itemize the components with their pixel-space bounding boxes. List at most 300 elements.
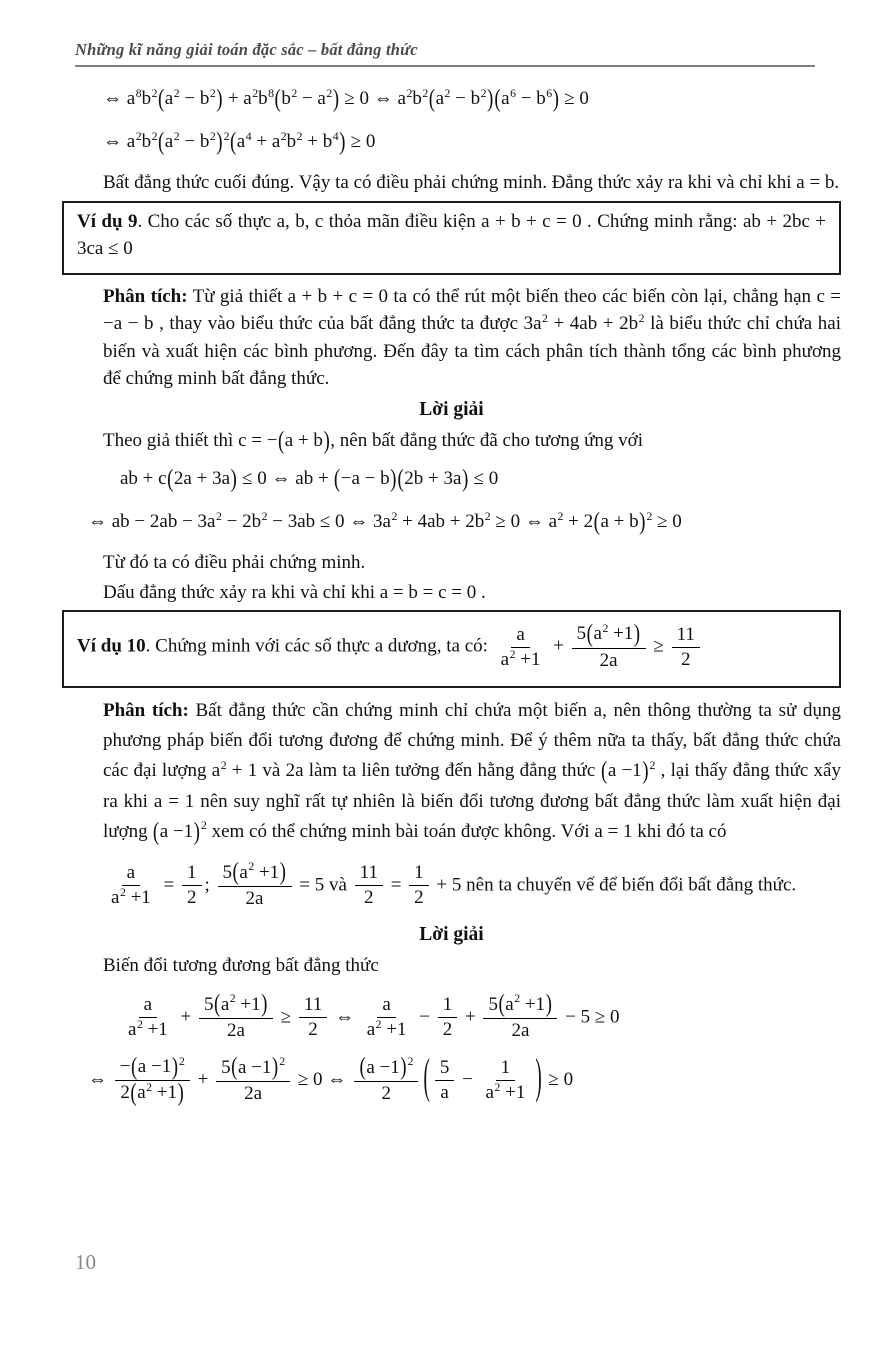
math-run: 2b + 3a [404,468,462,490]
open-paren: ( [601,757,608,785]
solution-label-2: Lời giải [419,924,484,946]
fraction [355,862,383,910]
math-run: +1 [381,1019,407,1041]
superscript: 8 [268,86,274,100]
paren-group [601,757,650,785]
close-paren: ) [642,757,649,785]
math-run: = [158,874,180,896]
superscript: 2 [444,86,451,100]
math-run: a [505,993,514,1015]
superscript: 2 [494,1081,501,1095]
math-run: , nên bất đẳng thức đã cho tương ứng với [330,429,643,451]
example-9-statement [77,208,826,263]
math-run: 11 [303,994,323,1016]
math-run: +1 [254,861,280,883]
math-run: + [460,1006,481,1028]
denominator [222,1019,250,1042]
math-run: ; [204,874,215,896]
math-run: + 4ab + 2b [547,313,639,335]
superscript: 2 [220,758,227,772]
bold-run: Ví dụ 9 [77,210,138,232]
denominator [303,1018,323,1041]
math-run: ≥ 0 [543,1069,574,1091]
bold-run: Ví dụ 10 [77,636,146,658]
open-paren: ( [333,465,341,494]
math-run: ≥ 0 ⇔ a [490,511,558,533]
math-run: a + b [600,511,639,533]
superscript: 2 [179,1054,185,1068]
math-run: 2a [599,649,618,671]
math-run: a [126,861,136,883]
open-paren: ( [593,508,600,537]
close-paren: ) [171,1053,179,1082]
denominator [481,1081,531,1104]
formula-line-4 [88,506,841,539]
fraction [299,994,327,1042]
denominator [182,886,202,909]
paragraph-theo-gia-thiet [103,427,841,455]
math-run: a [485,1082,494,1104]
superscript: 8 [135,86,142,100]
superscript: 2 [209,86,216,100]
formula-line-3 [120,463,841,496]
math-run: a [128,1019,137,1041]
fraction [106,862,156,910]
close-paren: ) [261,990,268,1019]
math-run: ≥ 0 [345,131,376,153]
math-run: b [286,131,297,153]
numerator [216,1053,290,1082]
math-run: 1 [187,861,197,883]
math-run: a −1 [237,1056,272,1078]
paragraph-analysis-9 [103,283,841,393]
fraction [115,1053,190,1108]
math-run: +1 [235,993,261,1015]
numerator [435,1057,455,1081]
open-paren: ( [229,128,237,156]
bold-run: Phân tích: [103,285,188,307]
fraction [438,994,458,1042]
superscript: 2 [200,819,207,833]
math-run: ≥ [275,1006,296,1028]
paragraph-dau-dang-thuc [103,579,841,607]
math-run: a [236,131,246,153]
math-run: − b [179,131,210,153]
close-paren: ) [216,85,223,113]
open-paren: ( [157,85,165,113]
numerator [182,862,202,886]
open-paren: ( [494,85,501,113]
paren-group [229,128,346,156]
paren-group [277,427,330,455]
math-run: a [500,649,510,671]
running-head-title: Những kĩ năng giải toán đặc sắc – bất đẳng thức [75,40,418,59]
superscript: 2 [261,509,268,523]
close-paren: ) [177,1079,184,1108]
math-run: ⇔ [330,1006,359,1028]
superscript: 2 [406,86,413,100]
denominator [377,1082,397,1105]
math-run: ab + c [120,468,167,490]
math-run: , lại thấy đẳng thức xẩy ra khi a = 1 nên suy nghĩ rất tự nhiên là biến đổi tương đương bất đẳng thức làm xuất hiện đại lượng [103,760,841,842]
paragraph-analysis-10 [103,696,841,848]
math-run: 2a [244,1082,263,1104]
numerator [377,994,395,1018]
math-run: −a − b [340,468,390,490]
denominator [676,648,696,671]
close-paren: ) [332,85,340,113]
paren-group [130,1053,179,1082]
open-paren: ( [428,85,436,113]
math-run: a [220,993,230,1015]
math-run: − 2b [221,511,262,533]
open-paren: ( [423,1051,430,1106]
paren-group [359,1053,407,1082]
paren-group [397,465,469,494]
math-run: 2a + 3a [173,468,231,490]
superscript: 2 [151,86,158,100]
math-run: a −1 [137,1056,172,1078]
math-run: a [143,994,153,1016]
math-run: 2 [308,1019,318,1041]
superscript: 6 [546,86,553,100]
close-paren: ) [633,620,641,649]
denominator [595,649,623,672]
math-run: ⇔ a [103,131,136,153]
formula-line-7 [88,1051,841,1108]
math-run: a [111,887,120,909]
math-run: +1 [608,623,634,645]
numerator [199,990,273,1019]
math-run: a [164,88,174,109]
math-run: b [258,88,268,109]
math-run: − a [297,88,326,109]
math-run: a [501,88,510,109]
math-run: 5 [576,623,587,645]
math-run: 2 [442,1019,453,1041]
numerator [299,994,327,1018]
page-number: 10 [75,1250,96,1274]
math-run: − b [516,88,546,109]
math-run: 2 [414,887,424,909]
math-run: 2 [364,887,374,909]
math-run: b [281,88,291,109]
math-run: + 4ab + 2b [397,511,485,533]
superscript: 2 [407,1055,414,1069]
math-run: Từ giả thiết a + b + c = 0 ta có thể rút một biến theo các biến còn lại, chẳng hạn c = −a − b , thay vào biểu thức của bất đẳng thức ta được 3a [103,285,841,335]
math-run: Biến đổi tương đương bất đẳng thức [103,955,379,977]
paren-group [232,858,286,887]
paren-group [157,85,223,113]
math-run: 5 [222,861,233,883]
denominator [362,1018,412,1041]
math-run: Từ đó ta có điều phải chứng minh. [103,552,366,574]
denominator [123,1018,173,1041]
math-run: Dấu đẳng thức xảy ra khi và chỉ khi a = b = c = 0 . [103,581,486,603]
formula-line-2 [103,126,841,159]
superscript: 2 [638,311,645,325]
math-run: Theo giả thiết thì c = − [103,429,278,451]
numerator [218,858,292,887]
math-run: a + b [284,429,323,451]
example-9-box [62,201,841,275]
paren-group [231,1053,279,1082]
math-run: Bất đẳng thức cuối đúng. Vậy ta có điều phải chứng minh. Đẳng thức xảy ra khi và chỉ khi a = b. [103,172,840,194]
superscript: 2 [229,992,236,1006]
math-run: 2a [245,887,264,909]
math-run: +1 [520,993,546,1015]
paragraph-tu-do [103,549,841,577]
paren-group [333,465,397,494]
math-run: ⇔ a [103,88,136,109]
superscript: 2 [215,509,222,523]
paren-group [498,990,552,1019]
close-paren: ) [193,818,200,846]
math-run: 2 [187,887,197,909]
math-run: + [192,1069,214,1091]
superscript: 2 [557,509,564,523]
superscript: 2 [209,129,216,143]
math-run: − [414,1006,435,1028]
superscript: 4 [245,129,252,143]
superscript: 2 [422,86,429,100]
math-run: ≤ 0 [468,468,499,490]
superscript: 2 [135,129,142,143]
math-run: a [239,861,248,883]
paren-group [167,465,238,494]
math-run: a [593,623,602,645]
paren-group [421,1051,543,1106]
math-run: − [457,1069,478,1091]
math-run: xem có thể chứng minh bài toán được không. Với a = 1 khi đó ta có [206,820,727,842]
math-run: ⇔ ab − 2ab − 3a [88,511,216,533]
math-run: − b [179,88,210,109]
close-paren: ) [230,465,237,494]
open-paren: ( [274,85,281,113]
math-run: 2 [680,649,691,671]
page-header [75,40,815,67]
superscript: 4 [332,129,339,143]
numerator [572,620,646,649]
formula-line-5 [103,858,841,911]
math-run: 2a [227,1019,245,1041]
math-run: +1 [500,1082,526,1104]
close-paren: ) [461,465,469,494]
math-run: = 5 và [294,874,352,896]
superscript: 2 [136,1018,143,1032]
close-paren: ) [339,128,346,156]
superscript: 2 [375,1018,382,1032]
fraction [481,1057,531,1105]
formula-line-1 [103,83,841,116]
math-run: + [175,1006,197,1028]
fraction [362,994,412,1042]
superscript: 2 [119,886,126,900]
math-run: 11 [676,623,695,645]
denominator [496,648,546,671]
numerator [496,1057,516,1081]
close-paren: ) [323,427,330,455]
math-run: a [164,131,174,153]
open-paren: ( [130,1053,138,1082]
math-run: a [516,623,525,645]
fraction [483,990,557,1043]
numerator [355,862,383,886]
close-paren: ) [487,85,494,113]
math-run: ≥ 0 ⇔ [293,1069,352,1091]
math-run: + [548,636,569,658]
math-run: − b [450,88,481,109]
close-paren: ) [271,1053,279,1082]
fraction [216,1053,290,1106]
open-paren: ( [498,990,505,1019]
math-run: +1 [515,649,541,671]
close-paren: ) [400,1053,407,1082]
superscript: 2 [252,86,259,100]
open-paren: ( [152,818,160,846]
math-run: ≥ [648,636,669,658]
superscript: 2 [391,509,398,523]
numerator [115,1053,190,1082]
denominator [409,886,429,909]
superscript: 2 [646,509,653,523]
superscript: 2 [223,129,230,143]
math-run: ≥ 0 [559,88,589,109]
superscript: 2 [509,647,516,661]
math-run: Bất đẳng thức cần chứng minh chỉ chứa một biến a, nên thông thường ta sử dụng phương pháp biến đổi tương đương để chứng minh. Để ý thêm nữa ta thấy, bất đẳng thức chứa các đại lượng a [103,699,841,781]
close-paren: ) [279,858,286,887]
math-run: +1 [142,1019,168,1041]
math-run: a −1 [366,1056,400,1078]
math-run: 1 [414,861,424,883]
fraction [672,624,700,672]
paren-group [214,990,268,1019]
math-run: là biểu thức chỉ chứa hai biến và xuất hiện các bình phương. Đến đây ta tìm cách phân tích thành tổng các bình phương để chứng minh bất đẳng thức. [103,313,841,390]
open-paren: ( [157,128,165,156]
math-run: − 5 ≥ 0 [560,1006,620,1028]
numerator [672,624,700,648]
math-run: − 3ab ≤ 0 ⇔ 3a [267,511,391,533]
open-paren: ( [397,465,404,494]
bold-run: Phân tích: [103,699,189,721]
math-run: 2 [120,1082,130,1104]
math-run: + 2 [563,511,594,533]
superscript: 2 [146,1081,153,1095]
open-paren: ( [586,620,593,649]
math-run: . Cho các số thực a, b, c thỏa mãn điều kiện a + b + c = 0 . Chứng minh rằng: ab + 2bc + 3ca ≤ 0 [77,210,826,260]
example-10-statement [77,617,826,678]
open-paren: ( [130,1079,137,1108]
math-run: 1 [442,994,453,1016]
math-run: a [137,1082,146,1104]
math-run: a [440,1082,449,1104]
math-run: + b [302,131,333,153]
paren-group [494,85,560,113]
close-paren: ) [216,128,223,156]
numerator [438,994,458,1018]
math-run: a [366,1019,376,1041]
fraction [218,858,292,911]
math-run: + a [223,88,252,109]
paren-group [130,1079,184,1108]
math-run: 2 [381,1082,391,1104]
math-run: 1 [500,1056,511,1078]
open-paren: ( [167,465,174,494]
paragraph-conclusion [103,169,841,197]
math-run: 11 [359,861,378,883]
superscript: 2 [602,622,609,636]
denominator [435,1081,453,1104]
superscript: 2 [649,758,656,772]
math-run: 2a [511,1019,530,1041]
numerator [483,990,557,1019]
denominator [506,1019,534,1042]
numerator [122,862,140,886]
math-run: ≥ 0 [652,511,682,533]
superscript: 2 [248,860,255,874]
math-run: a [382,994,391,1016]
math-run: 5 [488,993,498,1015]
math-run: b [141,88,152,109]
denominator [241,887,269,910]
fraction [182,862,202,910]
fraction [199,990,273,1043]
formula-line-6 [120,990,841,1043]
paren-group [152,818,200,846]
superscript: 2 [296,129,303,143]
open-paren: ( [277,427,285,455]
math-run: b [412,88,422,109]
denominator [239,1082,267,1105]
open-paren: ( [231,1053,238,1082]
denominator [438,1018,458,1041]
paren-group [274,85,340,113]
superscript: 2 [291,86,298,100]
fraction [409,862,429,910]
paragraph-bien-doi [103,952,841,980]
close-paren: ) [535,1051,542,1106]
superscript: 2 [480,86,487,100]
numerator [139,994,157,1018]
denominator [115,1079,189,1108]
math-run: a [435,88,445,109]
fraction [435,1057,455,1105]
math-run: ≥ 0 ⇔ a [339,88,406,109]
math-run: ⇔ [88,1069,112,1091]
superscript: 2 [173,86,180,100]
paren-group [593,508,646,537]
superscript: 2 [173,129,180,143]
paren-group [157,128,223,156]
example-10-box [62,610,841,688]
superscript: 2 [151,129,158,143]
open-paren: ( [232,858,239,887]
superscript: 2 [279,1055,286,1069]
math-run: + 1 và 2a làm ta liên tưởng đến hằng đẳng thức [226,760,601,781]
open-paren: ( [214,990,221,1019]
fraction [354,1053,418,1106]
paren-group [428,85,494,113]
math-run: + 5 nên ta chuyển vế để biến đổi bất đẳng thức. [431,874,797,896]
close-paren: ) [390,465,397,494]
math-run: − [119,1056,131,1078]
math-run: b [141,131,152,153]
open-paren: ( [359,1053,366,1082]
fraction [572,620,646,672]
superscript: 6 [510,86,516,100]
close-paren: ) [545,990,552,1019]
math-run: a −1 [607,760,642,781]
